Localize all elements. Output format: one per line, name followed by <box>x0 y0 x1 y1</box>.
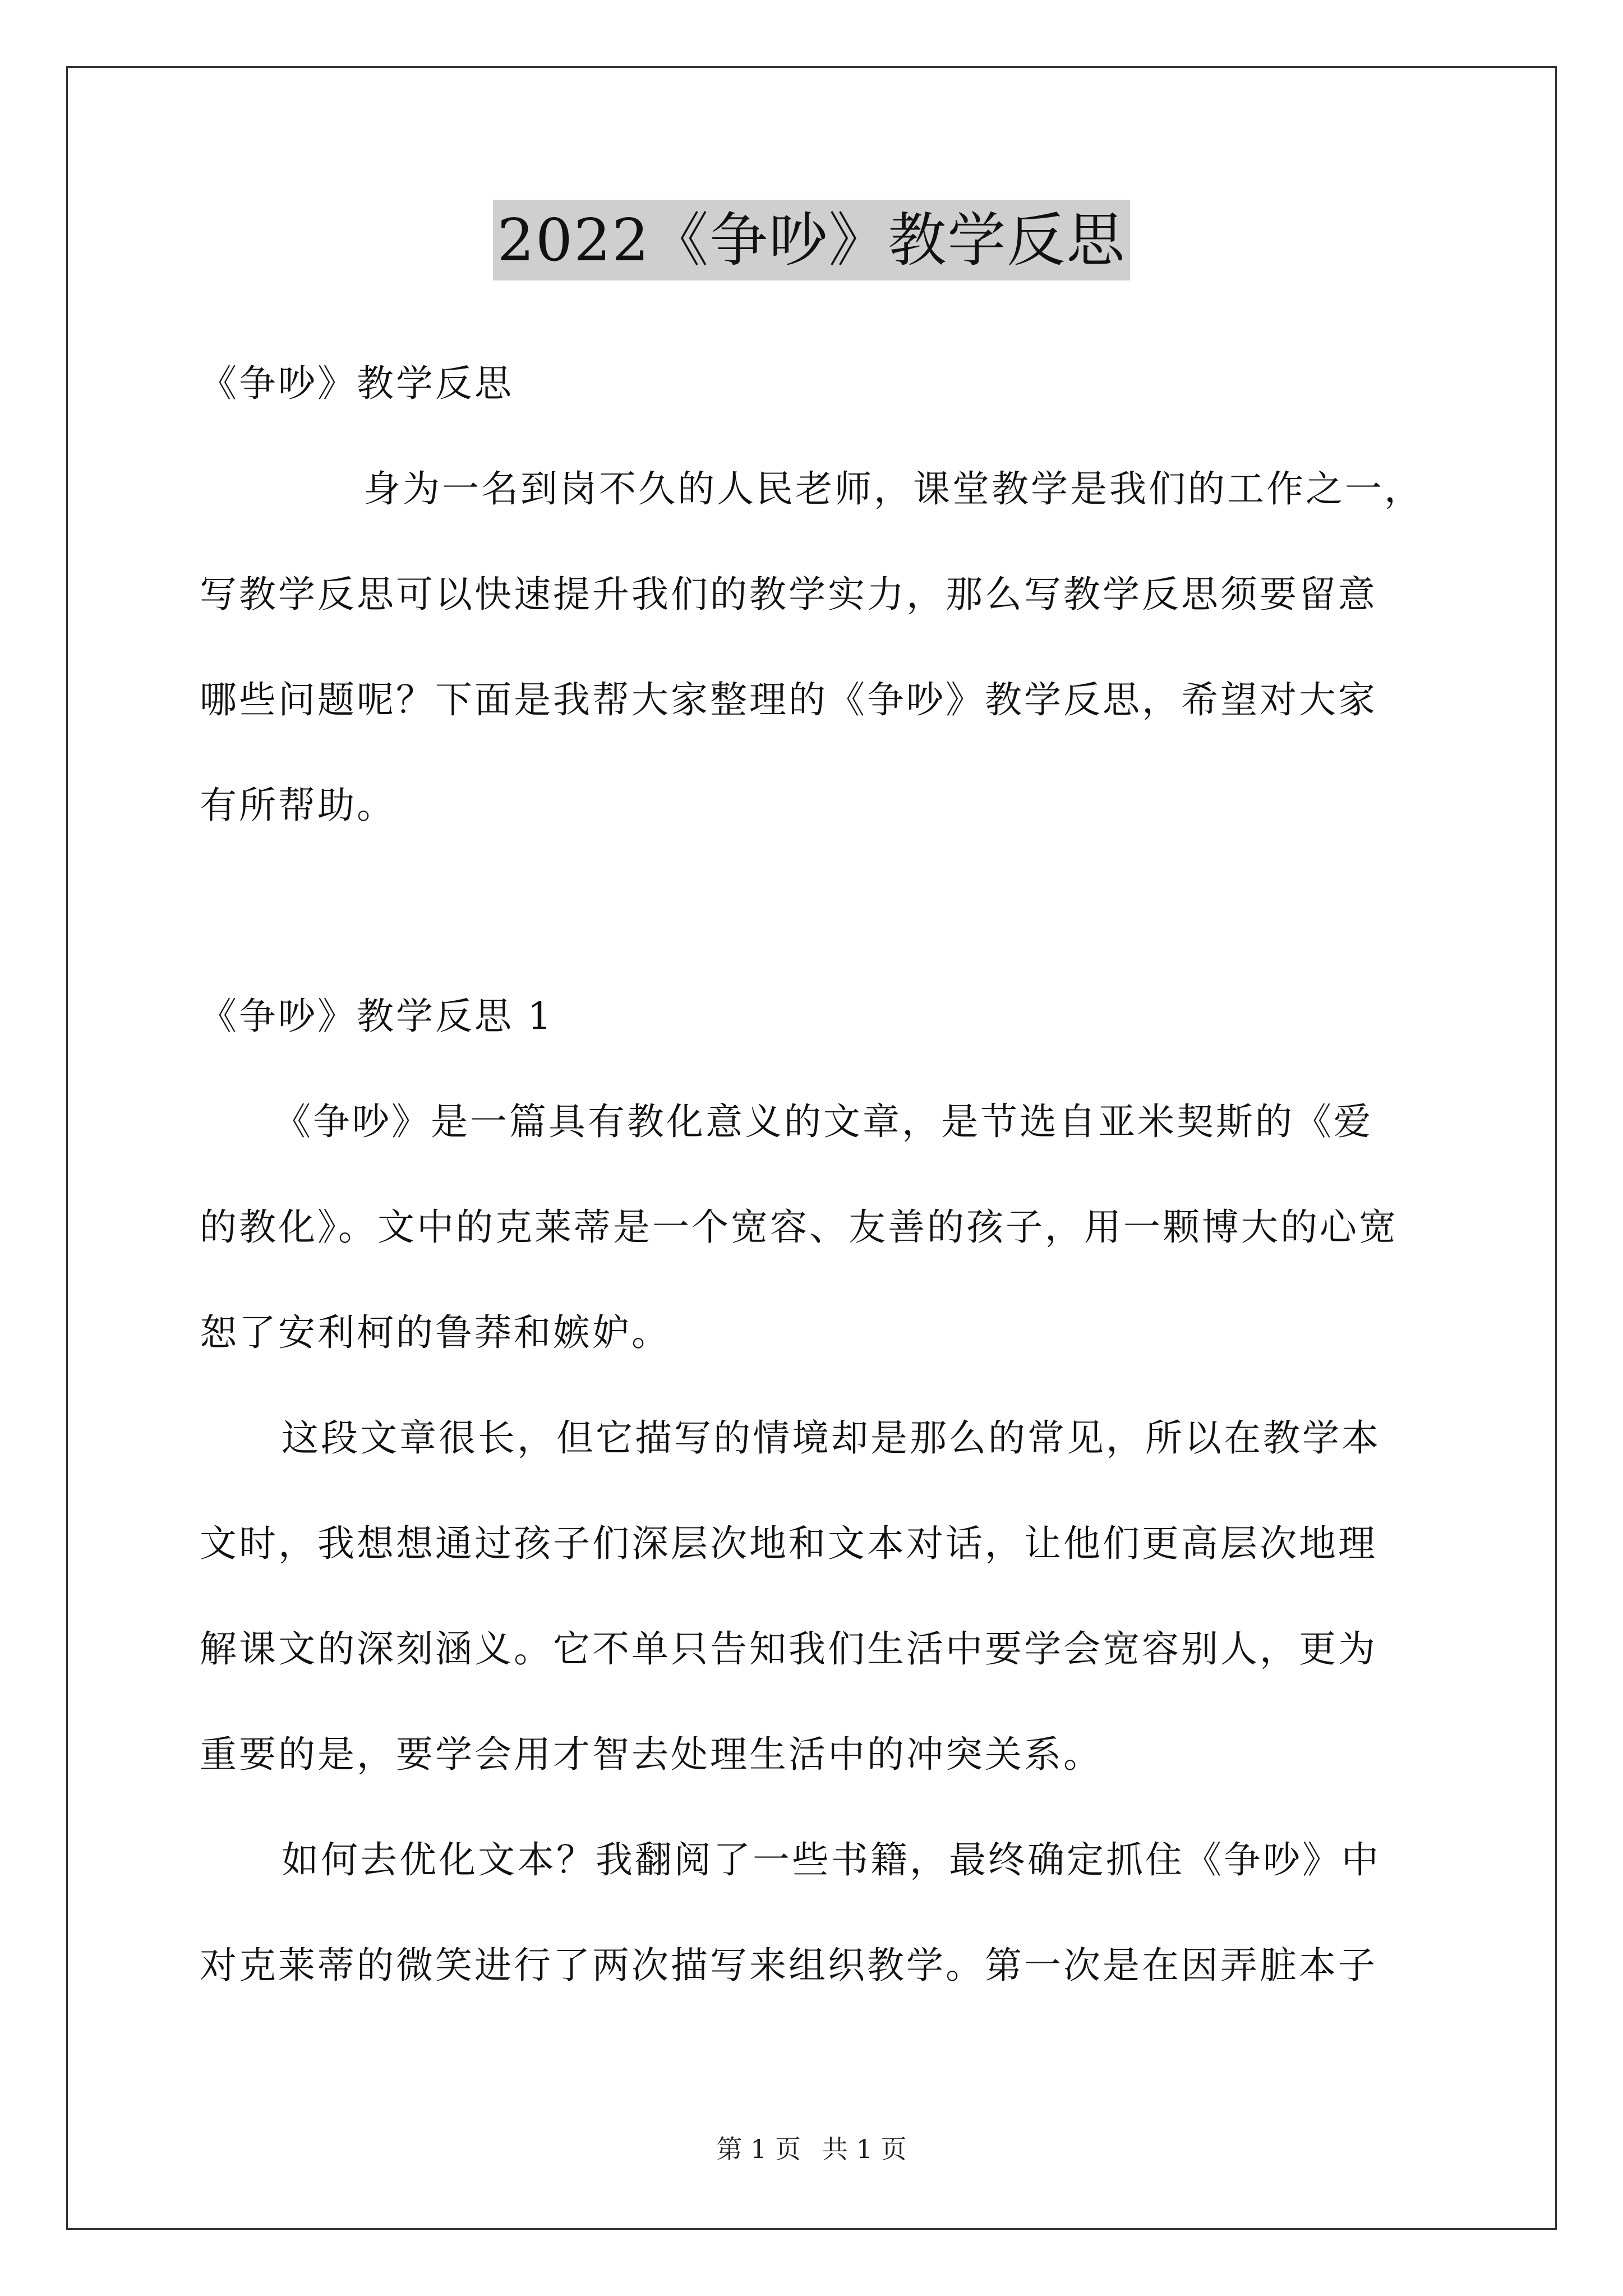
title-container <box>0 200 1623 280</box>
section-heading: 《争吵》教学反思 1 <box>200 995 554 1038</box>
intro-line-1: 身为一名到岗不久的人民老师，课堂教学是我们的工作之一， <box>363 467 1423 510</box>
paragraph-1-line-2: 的教化》。文中的克莱蒂是一个宽容、友善的孩子，用一颗博大的心宽 <box>200 1205 1398 1249</box>
paragraph-2-line-4: 重要的是，要学会用才智去处理生活中的冲突关系。 <box>200 1733 1103 1776</box>
page-total: 共 1 页 <box>822 2134 907 2164</box>
subtitle: 《争吵》教学反思 <box>200 362 514 405</box>
intro-line-2: 写教学反思可以快速提升我们的教学实力，那么写教学反思须要留意 <box>200 573 1377 616</box>
paragraph-1-line-3: 恕了安利柯的鲁莽和嫉妒。 <box>200 1311 671 1354</box>
paragraph-1-line-1: 《争吵》是一篇具有教化意义的文章，是节选自亚米契斯的《爱 <box>274 1100 1373 1143</box>
paragraph-2-line-3: 解课文的深刻涵义。它不单只告知我们生活中要学会宽容别人，更为 <box>200 1627 1377 1671</box>
paragraph-2-line-2: 文时，我想想通过孩子们深层次地和文本对话，让他们更高层次地理 <box>200 1522 1377 1565</box>
paragraph-2-line-1: 这段文章很长，但它描写的情境却是那么的常见，所以在教学本 <box>282 1416 1381 1460</box>
document-title: 2022《争吵》教学反思 <box>493 200 1131 280</box>
paragraph-3-line-1: 如何去优化文本？我翻阅了一些书籍，最终确定抓住《争吵》中 <box>282 1838 1381 1881</box>
document-body <box>200 331 1433 2018</box>
intro-line-4: 有所帮助。 <box>200 784 396 827</box>
paragraph-3-line-2: 对克莱蒂的微笑进行了两次描写来组织教学。第一次是在因弄脏本子 <box>200 1944 1377 1987</box>
page-number: 第 1 页 <box>716 2134 801 2164</box>
intro-line-3: 哪些问题呢？下面是我帮大家整理的《争吵》教学反思，希望对大家 <box>200 678 1377 721</box>
page-footer <box>0 2129 1623 2166</box>
spacer <box>200 858 1433 964</box>
